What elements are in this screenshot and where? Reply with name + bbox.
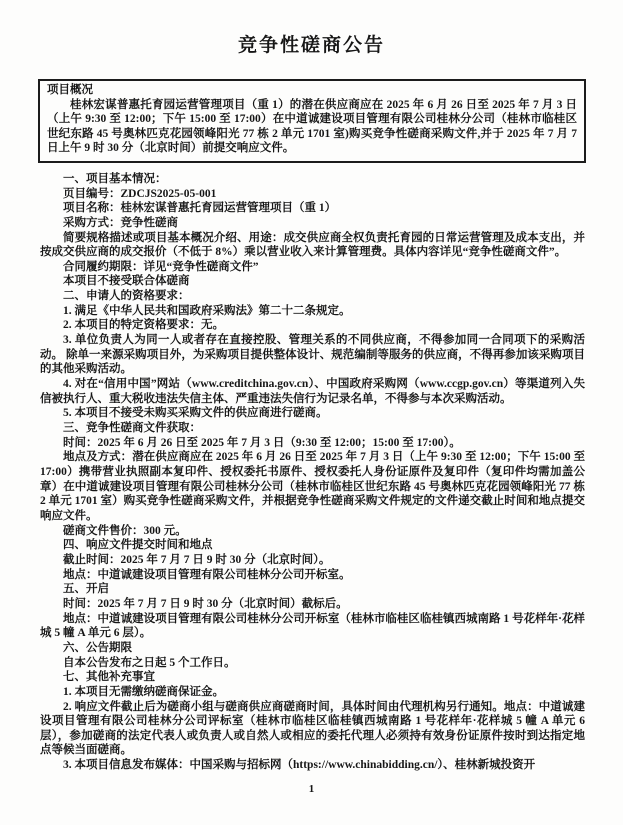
- paragraph: 2. 本项目的特定资格要求：无。: [63, 319, 224, 332]
- overview-body: 桂林宏谋普惠托育园运营管理项目（重 1）的潜在供应商应在 2025 年 6 月 26 日至 2025 年 7 月 3 日（上午 9:30 至 12:00；下午 15:00 至 17:00）在中道诚建设项目管理有限公司桂林分公司（桂林市临桂区世纪东路 45 号奥林匹克花园领峰阳光 77 栋 2 单元 1701 室)购买竞争性磋商采购文件,并于 2025 年 7 月 7 日上午 9 时 30 分（北京时间）前提交响应文件。: [47, 98, 577, 155]
- paragraph: 页目编号：ZDCJS2025-05-001: [63, 187, 217, 200]
- paragraph: 项目名称：桂林宏谋普惠托育园运营管理项目（重 1）: [63, 202, 337, 215]
- paragraph: 地点：中道诚建设项目管理有限公司桂林分公司开标室（桂林市临桂区临桂镇西城南路 1 号花样年·花样城 5 幢 A 单元 6 层）。: [40, 612, 585, 640]
- paragraph: 采购方式：竞争性磋商: [63, 216, 178, 229]
- paragraph: 简要规格描述或项目基本概况介绍、用途：成交供应商全权负责托育园的日常运营管理及成本支出，并按成交供应商的成交报价（不低于 8%）乘以营业收入来计算管理费。具体内容详见“竞争性磋商文件”。: [40, 231, 585, 259]
- paragraph: 本项目不接受联合体磋商: [63, 275, 190, 288]
- section-heading: 二、申请人的资格要求：: [63, 290, 190, 303]
- paragraph: 磋商文件售价：300 元。: [63, 524, 187, 537]
- paragraph: 3. 单位负责人为同一人或者存在直接控股、管理关系的不同供应商，不得参加同一合同项下的采购活动。 除单一来源采购项目外，为采购项目提供整体设计、规范编制等服务的供应商，不得再参加该采购项目的其他采购活动。: [40, 334, 585, 376]
- section-heading: 五、开启: [63, 583, 109, 596]
- overview-heading: 项目概况: [47, 84, 93, 96]
- section-heading: 六、公告期限: [63, 641, 132, 654]
- paragraph: 5. 本项目不接受未购买采购文件的供应商进行磋商。: [63, 407, 328, 420]
- paragraph: 4. 对在“信用中国”网站（www.creditchina.gov.cn）、中国政府采购网（www.ccgp.gov.cn）等渠道列入失信被执行人、重大税收违法失信主体、严重违法失信行为记录名单，不得参与本次采购活动。: [40, 378, 585, 405]
- paragraph: 地点及方式：潜在供应商应在 2025 年 6 月 26 日至 2025 年 7 月 3 日（上午 9:30 至 12:00；下午 15:00 至 17:00）携带营业执照副本复印件、授权委托书原件、授权委托人身份证原件及复印件（复印件均需加盖公章）在中道诚建设项目管理有限公司桂林分公司（桂林市临桂区世纪东路 45 号奥林匹克花园领峰阳光 77 栋 2 单元 1701 室）购买竞争性磋商采购文件，并根据竞争性磋商采购文件规定的文件递交截止时间和地点提交响应文件。: [40, 451, 585, 522]
- section-heading: 三、竞争性磋商文件获取：: [63, 422, 201, 435]
- paragraph: 截止时间：2025 年 7 月 7 日 9 时 30 分（北京时间）。: [63, 553, 331, 566]
- paragraph: 地点：中道诚建设项目管理有限公司桂林分公司开标室。: [63, 568, 351, 581]
- section-heading: 七、其他补充事宜: [63, 671, 155, 684]
- paragraph: 3. 本项目信息发布媒体：中国采购与招标网（https://www.chinabidding.cn/）、桂林新城投资开: [63, 759, 536, 772]
- document-body: [40, 172, 585, 773]
- paragraph: 2. 响应文件截止后为磋商小组与磋商供应商磋商时间，具体时间由代理机构另行通知。地点：中道诚建设项目管理有限公司桂林分公司评标室（桂林市临桂区临桂镇西城南路 1 号花样年·花样城 5 幢 A 单元 6 层），参加磋商的法定代表人或负责人或自然人或相应的委托代理人必须持有效身份证原件按时到达指定地点等候当面磋商。: [40, 700, 585, 757]
- paragraph: 时间：2025 年 6 月 26 日至 2025 年 7 月 3 日（9:30 至 12:00；15:00 至 17:00）。: [63, 436, 461, 449]
- paragraph: 1. 本项目无需缴纳磋商保证金。: [63, 685, 224, 698]
- paragraph: 合同履约期限：详见“竞争性磋商文件”: [63, 260, 259, 273]
- page-number: 1: [308, 783, 315, 795]
- paragraph: 自本公告发布之日起 5 个工作日。: [63, 656, 236, 669]
- project-overview-box: [38, 79, 586, 163]
- page-title: 竞争性磋商公告: [237, 35, 385, 56]
- section-heading: 四、响应文件提交时间和地点: [63, 539, 213, 552]
- section-heading: 一、项目基本情况：: [63, 172, 167, 185]
- paragraph: 时间：2025 年 7 月 7 日 9 时 30 分（北京时间）截标后。: [63, 597, 348, 610]
- paragraph: 1. 满足《中华人民共和国政府采购法》第二十二条规定。: [63, 304, 351, 317]
